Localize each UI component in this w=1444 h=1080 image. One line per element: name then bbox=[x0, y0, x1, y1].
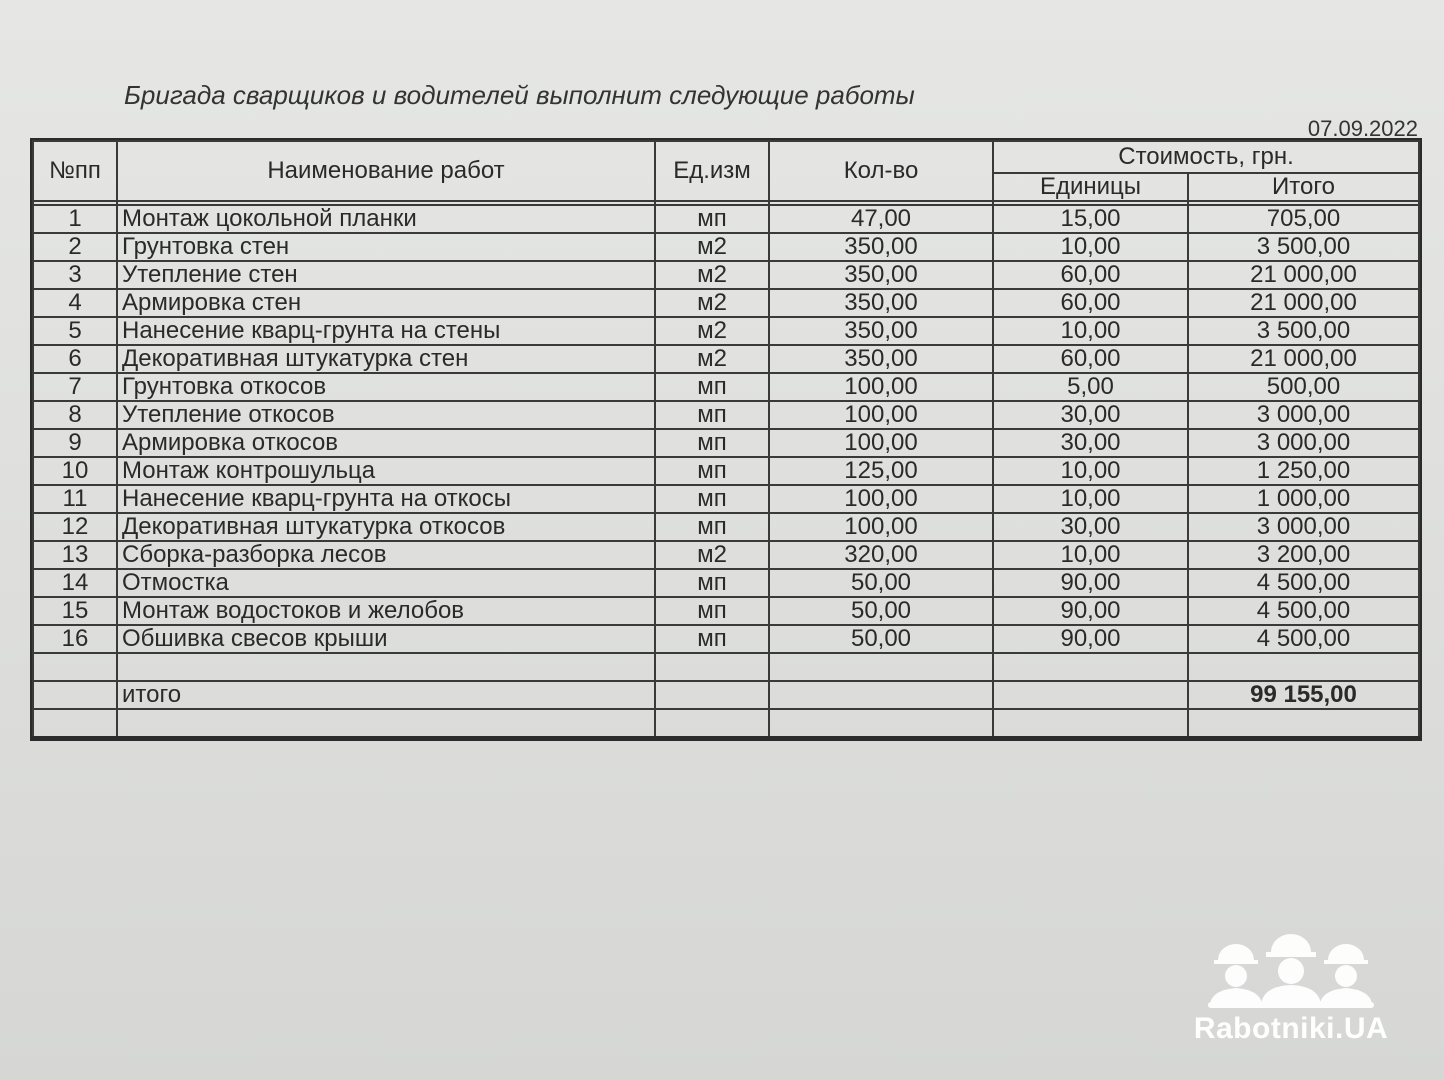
table-row bbox=[33, 429, 1419, 457]
total-label: итого bbox=[117, 681, 655, 709]
empty-cell bbox=[993, 653, 1188, 681]
table-row bbox=[33, 317, 1419, 345]
table-row bbox=[33, 457, 1419, 485]
cell-price: 60,00 bbox=[993, 261, 1188, 289]
cell-num: 15 bbox=[33, 597, 117, 625]
empty-cell bbox=[655, 709, 769, 738]
cell-total: 1 250,00 bbox=[1188, 457, 1419, 485]
table-row bbox=[33, 401, 1419, 429]
cell-price: 15,00 bbox=[993, 205, 1188, 233]
table-row bbox=[33, 261, 1419, 289]
cell-unit: мп bbox=[655, 401, 769, 429]
cell-name: Монтаж водостоков и желобов bbox=[117, 597, 655, 625]
cell-total: 3 000,00 bbox=[1188, 401, 1419, 429]
cell-name: Грунтовка стен bbox=[117, 233, 655, 261]
cell-num: 16 bbox=[33, 625, 117, 653]
cell-total: 3 500,00 bbox=[1188, 233, 1419, 261]
cell-price: 90,00 bbox=[993, 569, 1188, 597]
cell-unit: м2 bbox=[655, 261, 769, 289]
cell-qty: 50,00 bbox=[769, 597, 993, 625]
cell-num: 3 bbox=[33, 261, 117, 289]
empty-row bbox=[33, 709, 1419, 738]
empty-cell bbox=[33, 653, 117, 681]
cell-price: 10,00 bbox=[993, 233, 1188, 261]
empty-cell bbox=[769, 709, 993, 738]
header-qty: Кол-во bbox=[769, 141, 993, 201]
cell-num: 9 bbox=[33, 429, 117, 457]
total-row bbox=[33, 681, 1419, 709]
table-row bbox=[33, 233, 1419, 261]
cell-total: 21 000,00 bbox=[1188, 345, 1419, 373]
cell-name: Декоративная штукатурка стен bbox=[117, 345, 655, 373]
cell-name: Утепление стен bbox=[117, 261, 655, 289]
cell-unit: м2 bbox=[655, 317, 769, 345]
cell-num: 8 bbox=[33, 401, 117, 429]
cell-unit: м2 bbox=[655, 345, 769, 373]
cell-num: 11 bbox=[33, 485, 117, 513]
table-row bbox=[33, 569, 1419, 597]
cell-unit: мп bbox=[655, 457, 769, 485]
cell-name: Нанесение кварц-грунта на стены bbox=[117, 317, 655, 345]
empty-cell bbox=[655, 653, 769, 681]
table-row bbox=[33, 205, 1419, 233]
cell-name: Монтаж цокольной планки bbox=[117, 205, 655, 233]
cell-total: 500,00 bbox=[1188, 373, 1419, 401]
header-num: №пп bbox=[33, 141, 117, 201]
table-row bbox=[33, 373, 1419, 401]
cell-total: 4 500,00 bbox=[1188, 625, 1419, 653]
cell-qty: 100,00 bbox=[769, 429, 993, 457]
empty-cell bbox=[117, 653, 655, 681]
cell-total: 4 500,00 bbox=[1188, 569, 1419, 597]
cell-num: 1 bbox=[33, 205, 117, 233]
cell-price: 60,00 bbox=[993, 345, 1188, 373]
cell-unit: м2 bbox=[655, 233, 769, 261]
cell-price: 30,00 bbox=[993, 401, 1188, 429]
cell-unit: мп bbox=[655, 513, 769, 541]
cell-name: Декоративная штукатурка откосов bbox=[117, 513, 655, 541]
works-table bbox=[32, 140, 1420, 739]
cell-qty: 100,00 bbox=[769, 513, 993, 541]
cell-name: Нанесение кварц-грунта на откосы bbox=[117, 485, 655, 513]
cell-name: Отмостка bbox=[117, 569, 655, 597]
cell-total: 4 500,00 bbox=[1188, 597, 1419, 625]
empty-cell bbox=[993, 709, 1188, 738]
header-cost: Стоимость, грн. bbox=[993, 141, 1419, 173]
header-total: Итого bbox=[1188, 173, 1419, 201]
cell-name: Армировка стен bbox=[117, 289, 655, 317]
cell-num: 4 bbox=[33, 289, 117, 317]
cell-total: 1 000,00 bbox=[1188, 485, 1419, 513]
cell-num: 2 bbox=[33, 233, 117, 261]
watermark-text: Rabotniki.UA bbox=[1193, 1012, 1389, 1045]
cell-num: 10 bbox=[33, 457, 117, 485]
cell-num: 12 bbox=[33, 513, 117, 541]
cell-price: 90,00 bbox=[993, 625, 1188, 653]
document-date: 07.09.2022 bbox=[1307, 116, 1418, 141]
empty-row bbox=[33, 653, 1419, 681]
cell-total: 3 200,00 bbox=[1188, 541, 1419, 569]
cell-name: Монтаж контрошульца bbox=[117, 457, 655, 485]
cell-name: Грунтовка откосов bbox=[117, 373, 655, 401]
cell-num: 5 bbox=[33, 317, 117, 345]
table-row bbox=[33, 485, 1419, 513]
cell-unit: м2 bbox=[655, 289, 769, 317]
table-row bbox=[33, 513, 1419, 541]
cell-num: 13 bbox=[33, 541, 117, 569]
table-row bbox=[33, 345, 1419, 373]
empty-cell bbox=[655, 681, 769, 709]
table-row bbox=[33, 541, 1419, 569]
cell-qty: 350,00 bbox=[769, 289, 993, 317]
cell-unit: мп bbox=[655, 597, 769, 625]
cell-price: 10,00 bbox=[993, 541, 1188, 569]
header-name: Наименование работ bbox=[117, 141, 655, 201]
empty-cell bbox=[33, 681, 117, 709]
cell-total: 3 000,00 bbox=[1188, 513, 1419, 541]
cell-price: 30,00 bbox=[993, 513, 1188, 541]
table-row bbox=[33, 289, 1419, 317]
empty-cell bbox=[117, 709, 655, 738]
cell-name: Обшивка свесов крыши bbox=[117, 625, 655, 653]
cell-qty: 100,00 bbox=[769, 401, 993, 429]
cell-qty: 100,00 bbox=[769, 485, 993, 513]
cell-unit: мп bbox=[655, 429, 769, 457]
cell-qty: 350,00 bbox=[769, 317, 993, 345]
cell-qty: 100,00 bbox=[769, 373, 993, 401]
empty-cell bbox=[769, 653, 993, 681]
empty-cell bbox=[993, 681, 1188, 709]
cell-unit: мп bbox=[655, 485, 769, 513]
cell-price: 10,00 bbox=[993, 317, 1188, 345]
cell-price: 5,00 bbox=[993, 373, 1188, 401]
cell-price: 10,00 bbox=[993, 485, 1188, 513]
cell-price: 60,00 bbox=[993, 289, 1188, 317]
cell-qty: 320,00 bbox=[769, 541, 993, 569]
cell-qty: 50,00 bbox=[769, 625, 993, 653]
empty-cell bbox=[33, 709, 117, 738]
table-row bbox=[33, 597, 1419, 625]
cell-price: 90,00 bbox=[993, 597, 1188, 625]
cell-num: 6 bbox=[33, 345, 117, 373]
cell-unit: мп bbox=[655, 625, 769, 653]
cell-qty: 350,00 bbox=[769, 345, 993, 373]
cell-qty: 47,00 bbox=[769, 205, 993, 233]
cell-total: 3 000,00 bbox=[1188, 429, 1419, 457]
empty-cell bbox=[1188, 709, 1419, 738]
document-heading: Бригада сварщиков и водителей выполнит следующие работы bbox=[124, 80, 915, 110]
cell-unit: мп bbox=[655, 205, 769, 233]
cell-name: Армировка откосов bbox=[117, 429, 655, 457]
cell-qty: 350,00 bbox=[769, 261, 993, 289]
cell-total: 21 000,00 bbox=[1188, 289, 1419, 317]
header-unit: Ед.изм bbox=[655, 141, 769, 201]
total-value: 99 155,00 bbox=[1188, 681, 1419, 709]
watermark bbox=[1166, 930, 1416, 1050]
workers-helmet-icon bbox=[1166, 930, 1416, 1015]
cell-num: 14 bbox=[33, 569, 117, 597]
cell-name: Утепление откосов bbox=[117, 401, 655, 429]
cell-qty: 350,00 bbox=[769, 233, 993, 261]
table-body bbox=[33, 205, 1419, 738]
cell-total: 705,00 bbox=[1188, 205, 1419, 233]
cell-price: 10,00 bbox=[993, 457, 1188, 485]
cell-qty: 50,00 bbox=[769, 569, 993, 597]
cell-unit: мп bbox=[655, 569, 769, 597]
cell-total: 21 000,00 bbox=[1188, 261, 1419, 289]
cell-qty: 125,00 bbox=[769, 457, 993, 485]
cell-price: 30,00 bbox=[993, 429, 1188, 457]
cell-num: 7 bbox=[33, 373, 117, 401]
header-unit-price: Единицы bbox=[993, 173, 1188, 201]
cell-unit: мп bbox=[655, 373, 769, 401]
table-row bbox=[33, 625, 1419, 653]
empty-cell bbox=[1188, 653, 1419, 681]
empty-cell bbox=[769, 681, 993, 709]
cell-unit: м2 bbox=[655, 541, 769, 569]
cell-name: Сборка-разборка лесов bbox=[117, 541, 655, 569]
cell-total: 3 500,00 bbox=[1188, 317, 1419, 345]
